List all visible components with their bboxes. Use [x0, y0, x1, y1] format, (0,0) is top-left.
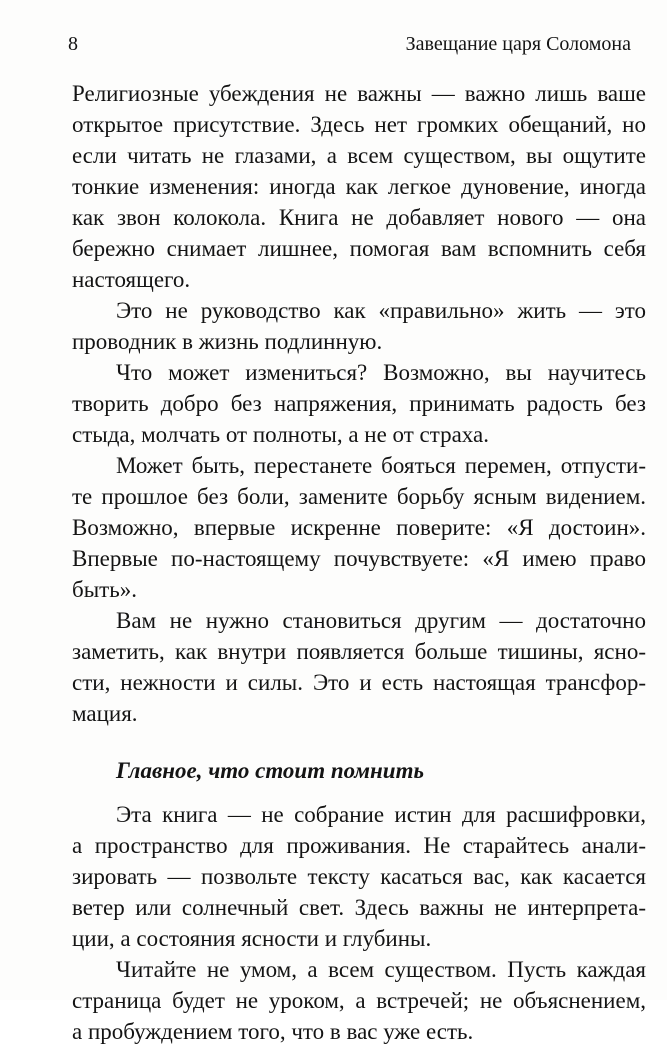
text-line: а пробуждением того, что в вас уже есть. [72, 1019, 474, 1044]
text-line: стыда, молчать от полноты, а не от страха. [72, 422, 489, 447]
text-line: ции, а состояния ясности и глубины. [72, 926, 432, 951]
paragraph [72, 357, 646, 450]
paragraph [72, 954, 646, 1047]
spacer [72, 729, 646, 755]
text-line: Читайте не умом, а всем существом. Пусть каждая [116, 957, 646, 982]
text-line: Возможно, впервые искренне поверите: «Я достоин». [72, 515, 646, 540]
running-title: Завещание царя Соломона [405, 33, 631, 55]
text-line: если читать не глазами, а всем существом, вы ощутите [72, 143, 646, 168]
text-line: Это не руководство как «правильно» жить — это [116, 298, 646, 323]
page-header [68, 33, 631, 61]
body-text [72, 78, 646, 1047]
text-line: Вам не нужно становиться другим — достаточно [116, 608, 646, 633]
text-line: Что может измениться? Возможно, вы научитесь [116, 360, 646, 385]
text-line: Эта книга — не собрание истин для расшифровки, [116, 802, 646, 827]
text-line: а пространство для проживания. Не старайтесь анали- [72, 833, 646, 858]
text-line: Религиозные убеждения не важны — важно лишь ваше [72, 81, 646, 106]
paragraph [72, 295, 646, 357]
text-line: Может быть, перестанете бояться перемен, отпусти- [116, 453, 646, 478]
text-line: страница будет не уроком, а встречей; не объяснением, [72, 988, 646, 1013]
paragraph [72, 450, 646, 605]
paragraph [72, 605, 646, 729]
text-line: те прошлое без боли, замените борьбу ясным видением. [72, 484, 646, 509]
spacer [72, 786, 646, 799]
text-line: заметить, как внутри появляется больше тишины, ясно- [72, 639, 646, 664]
text-line: сти, нежности и силы. Это и есть настоящая трансфор- [72, 670, 646, 695]
text-line: Впервые по-настоящему почувствуете: «Я имею право [72, 546, 646, 571]
text-line: настоящего. [72, 267, 191, 292]
text-line: тонкие изменения: иногда как легкое дуновение, иногда [72, 174, 646, 199]
page-number: 8 [68, 33, 78, 55]
text-line: как звон колокола. Книга не добавляет нового — она [72, 205, 646, 230]
text-line: ветер или солнечный свет. Здесь важны не интерпрета- [72, 895, 646, 920]
text-line: проводник в жизнь подлинную. [72, 329, 383, 354]
text-line: бережно снимает лишнее, помогая вам вспомнить себя [72, 236, 646, 261]
text-line: мация. [72, 701, 138, 726]
text-line: зировать — позвольте тексту касаться вас, как касается [72, 864, 646, 889]
section-heading: Главное, что стоит помнить [116, 758, 424, 783]
paragraph [72, 799, 646, 954]
text-line: быть». [72, 577, 137, 602]
text-line: творить добро без напряжения, принимать радость без [72, 391, 646, 416]
paragraph [72, 78, 646, 295]
text-line: открытое присутствие. Здесь нет громких обещаний, но [72, 112, 646, 137]
